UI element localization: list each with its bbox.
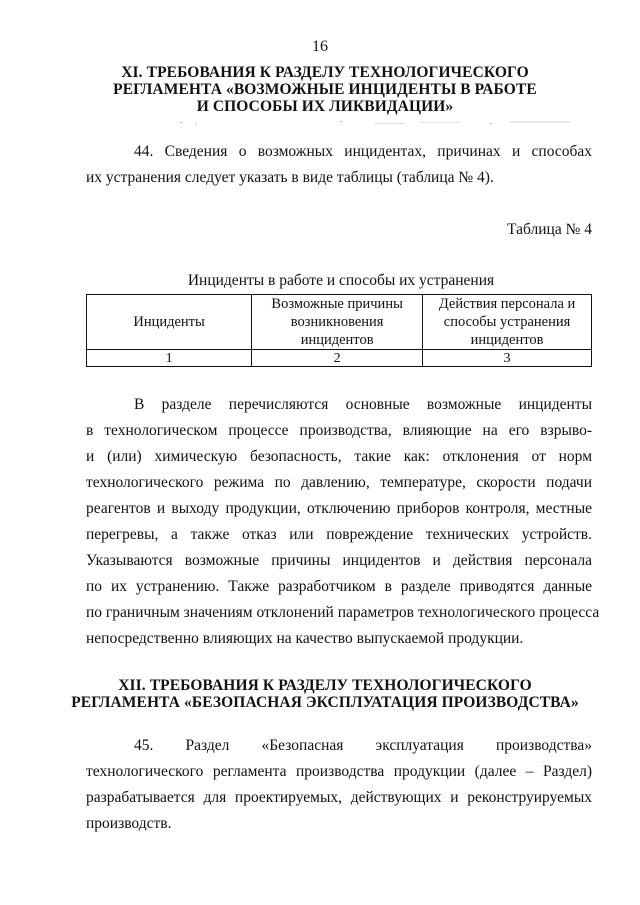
text-line: реагентов и выходу продукции, отключению приборов контроля, местные [86,500,592,517]
page-number: 16 [312,38,328,55]
section-xi-heading [60,64,590,115]
text-line: и (или) химическую безопасность, такие как: отклонения от норм [86,448,592,465]
section-description [86,392,600,652]
text-line: в технологическом процессе производства, влияющие на его взрыво- [86,422,592,439]
table-header-cell: Возможные причины возникновения инцидентов [252,295,423,350]
table-header-row [87,295,592,350]
table-cell: 2 [252,350,423,367]
table-header-cell: Действия персонала и способы устранения инцидентов [423,295,592,350]
table-cell: 3 [423,350,592,367]
text-line: по граничным значениям отклонений параметров технологического процесса [86,604,600,621]
text-line: по их устранению. Также разработчиком в разделе приводятся данные [86,578,592,595]
paragraph-44 [86,139,592,191]
text-line: технологического регламента производства продукции (далее – Раздел) [86,763,592,780]
heading-line: РЕГЛАМЕНТА «ВОЗМОЖНЫЕ ИНЦИДЕНТЫ В РАБОТЕ [113,81,537,98]
table-row [87,350,592,367]
text-line: 44. Сведения о возможных инцидентах, причинах и способах [134,143,592,160]
table-header-cell: Инциденты [87,295,252,350]
text-line: Указываются возможные причины инцидентов и действия персонала [86,552,592,569]
text-line: В разделе перечисляются основные возможные инциденты [134,396,592,413]
incidents-table [86,294,592,367]
section-xii-heading [60,677,590,711]
paragraph-45 [86,733,592,837]
table-title: Инциденты в работе и способы их устранения [187,272,495,289]
text-line: технологического режима по давлению, температуре, скорости подачи [86,474,592,491]
text-line: 45. Раздел «Безопасная эксплуатация производства» [134,737,592,754]
heading-line: РЕГЛАМЕНТА «БЕЗОПАСНАЯ ЭКСПЛУАТАЦИЯ ПРОИЗВОДСТВА» [71,694,579,711]
heading-line: XI. ТРЕБОВАНИЯ К РАЗДЕЛУ ТЕХНОЛОГИЧЕСКОГО [121,64,529,81]
text-line: разрабатывается для проектируемых, действующих и реконструируемых [86,789,592,806]
heading-line: И СПОСОБЫ ИХ ЛИКВИДАЦИИ» [196,98,454,115]
text-line: производств. [86,815,172,832]
scan-noise [170,118,590,128]
table-cell: 1 [87,350,252,367]
text-line: их устранения следует указать в виде таблицы (таблица № 4). [86,169,494,186]
text-line: непосредственно влияющих на качество выпускаемой продукции. [86,630,524,647]
table-caption: Таблица № 4 [507,221,592,238]
heading-line: XII. ТРЕБОВАНИЯ К РАЗДЕЛУ ТЕХНОЛОГИЧЕСКОГО [118,677,532,694]
text-line: перегревы, а также отказ или повреждение технических устройств. [86,526,592,543]
